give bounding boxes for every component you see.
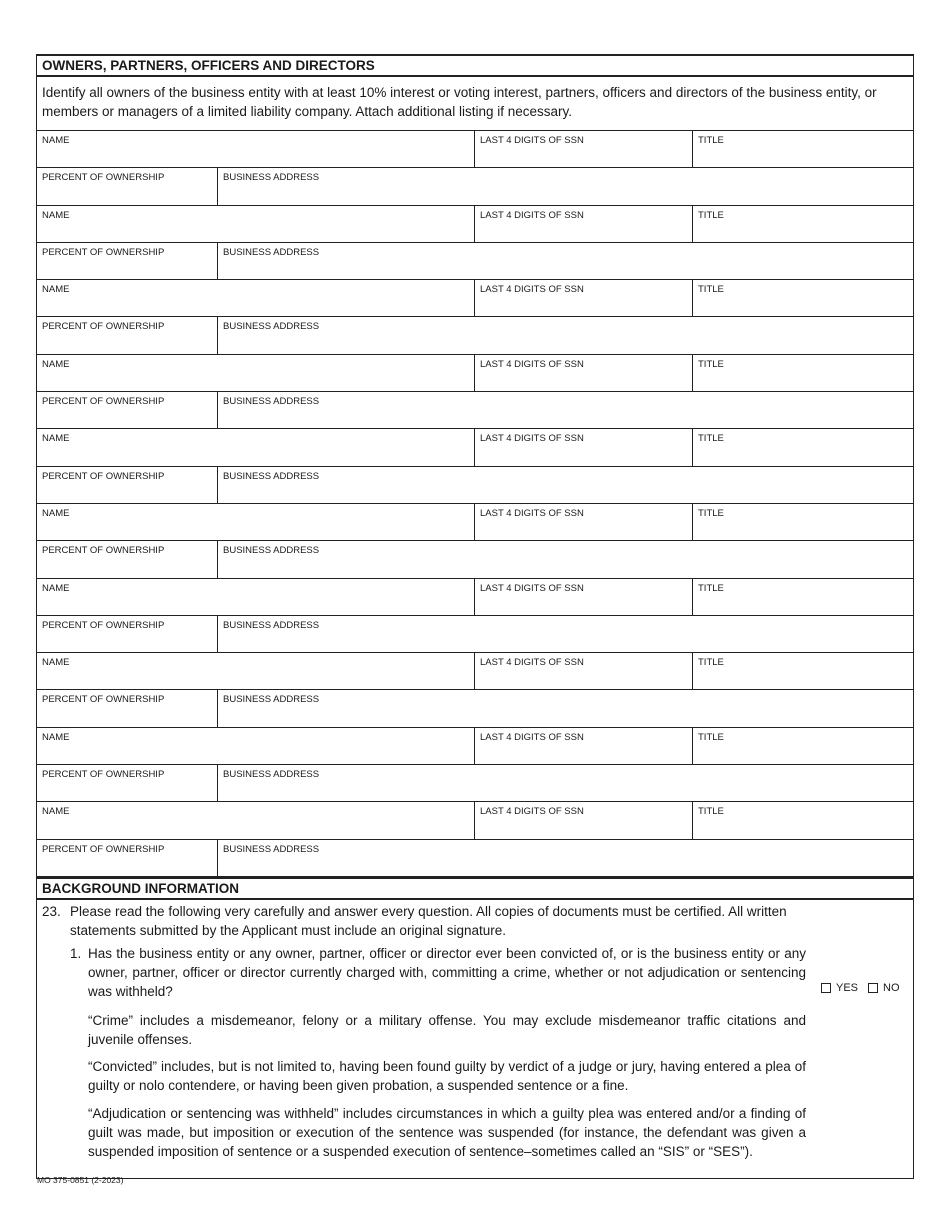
name-field[interactable] — [37, 802, 475, 838]
business-address-field[interactable] — [218, 541, 913, 577]
percent-label: PERCENT OF OWNERSHIP — [42, 769, 165, 781]
owner-row-ownership — [37, 840, 913, 877]
title-label: TITLE — [698, 433, 724, 445]
item-text: Has the business entity or any owner, partner, officer or director ever been convicted of, or is the business entity or any owner, partner, officer or director currently charged with, committing a crime, whether or not adjudication or sentencing was withheld? — [88, 945, 806, 999]
owner-row-identity — [37, 131, 913, 168]
name-label: NAME — [42, 731, 70, 743]
title-field[interactable] — [693, 131, 913, 167]
yes-checkbox[interactable] — [821, 983, 831, 993]
background-section — [37, 900, 913, 1179]
owner-row-ownership — [37, 616, 913, 653]
name-label: NAME — [42, 135, 70, 146]
ssn-field[interactable] — [475, 653, 693, 689]
percent-label: PERCENT OF OWNERSHIP — [42, 470, 165, 482]
no-label: NO — [883, 981, 900, 994]
percent-ownership-field[interactable] — [37, 690, 218, 726]
owner-row-ownership — [37, 765, 913, 802]
ssn-label: LAST 4 DIGITS OF SSN — [480, 731, 584, 743]
name-field[interactable] — [37, 653, 475, 689]
percent-ownership-field[interactable] — [37, 317, 218, 353]
title-field[interactable] — [693, 504, 913, 540]
percent-ownership-field[interactable] — [37, 467, 218, 503]
owner-row-identity — [37, 504, 913, 541]
address-label: BUSINESS ADDRESS — [223, 619, 320, 631]
title-label: TITLE — [698, 806, 724, 818]
title-label: TITLE — [698, 135, 724, 146]
ssn-field[interactable] — [475, 131, 693, 167]
percent-ownership-field[interactable] — [37, 541, 218, 577]
name-field[interactable] — [37, 131, 475, 167]
business-address-field[interactable] — [218, 317, 913, 353]
item-number: 1. — [70, 945, 82, 961]
yes-no-answer — [821, 982, 910, 994]
owner-row-identity — [37, 802, 913, 839]
title-field[interactable] — [693, 280, 913, 316]
address-label: BUSINESS ADDRESS — [223, 694, 320, 706]
owner-row-identity — [37, 728, 913, 765]
ssn-field[interactable] — [475, 206, 693, 242]
owner-row-ownership — [37, 467, 913, 504]
question-item-1 — [70, 944, 806, 1001]
title-label: TITLE — [698, 507, 724, 519]
address-label: BUSINESS ADDRESS — [223, 545, 320, 557]
name-label: NAME — [42, 507, 70, 519]
owners-section-heading: OWNERS, PARTNERS, OFFICERS AND DIRECTORS — [37, 54, 913, 77]
percent-label: PERCENT OF OWNERSHIP — [42, 619, 165, 631]
name-field[interactable] — [37, 728, 475, 764]
business-address-field[interactable] — [218, 690, 913, 726]
percent-label: PERCENT OF OWNERSHIP — [42, 545, 165, 557]
ssn-label: LAST 4 DIGITS OF SSN — [480, 358, 584, 370]
percent-label: PERCENT OF OWNERSHIP — [42, 396, 165, 408]
ssn-label: LAST 4 DIGITS OF SSN — [480, 507, 584, 519]
title-label: TITLE — [698, 582, 724, 594]
ssn-label: LAST 4 DIGITS OF SSN — [480, 284, 584, 296]
title-field[interactable] — [693, 653, 913, 689]
title-field[interactable] — [693, 802, 913, 838]
percent-label: PERCENT OF OWNERSHIP — [42, 172, 165, 184]
ssn-label: LAST 4 DIGITS OF SSN — [480, 209, 584, 221]
address-label: BUSINESS ADDRESS — [223, 246, 320, 258]
name-label: NAME — [42, 806, 70, 818]
owner-row-ownership — [37, 168, 913, 205]
ssn-field[interactable] — [475, 728, 693, 764]
name-field[interactable] — [37, 504, 475, 540]
definition-convicted: “Convicted” includes, but is not limited to, having been found guilty by verdict of a judge or jury, having entered a plea of guilty or nolo contendere, or having been given probation, a suspended sentence or a fine. — [88, 1058, 806, 1093]
owner-entries — [37, 131, 913, 877]
owner-row-identity — [37, 280, 913, 317]
ssn-label: LAST 4 DIGITS OF SSN — [480, 582, 584, 594]
question-23 — [42, 902, 806, 940]
name-field[interactable] — [37, 280, 475, 316]
name-field[interactable] — [37, 355, 475, 391]
form-number: MO 375-0851 (2-2023) — [37, 1175, 124, 1185]
name-label: NAME — [42, 582, 70, 594]
title-field[interactable] — [693, 355, 913, 391]
percent-ownership-field[interactable] — [37, 616, 218, 652]
percent-ownership-field[interactable] — [37, 765, 218, 801]
ssn-field[interactable] — [475, 579, 693, 615]
title-label: TITLE — [698, 731, 724, 743]
name-field[interactable] — [37, 206, 475, 242]
yes-label: YES — [836, 981, 859, 994]
no-checkbox[interactable] — [868, 983, 878, 993]
address-label: BUSINESS ADDRESS — [223, 843, 320, 855]
business-address-field[interactable] — [218, 765, 913, 801]
title-label: TITLE — [698, 358, 724, 370]
business-address-field[interactable] — [218, 168, 913, 204]
percent-ownership-field[interactable] — [37, 168, 218, 204]
question-text: Please read the following very carefully and answer every question. All copies of documents must be certified. All written statements submitted by the Applicant must include an original signature. — [70, 903, 787, 938]
name-label: NAME — [42, 284, 70, 296]
address-label: BUSINESS ADDRESS — [223, 470, 320, 482]
owner-row-identity — [37, 653, 913, 690]
owner-row-ownership — [37, 392, 913, 429]
question-number: 23. — [42, 903, 61, 919]
title-field[interactable] — [693, 728, 913, 764]
business-address-field[interactable] — [218, 392, 913, 428]
ssn-label: LAST 4 DIGITS OF SSN — [480, 135, 584, 146]
title-field[interactable] — [693, 579, 913, 615]
ssn-field[interactable] — [475, 280, 693, 316]
ssn-field[interactable] — [475, 504, 693, 540]
name-label: NAME — [42, 657, 70, 669]
percent-ownership-field[interactable] — [37, 840, 218, 876]
address-label: BUSINESS ADDRESS — [223, 172, 320, 184]
percent-label: PERCENT OF OWNERSHIP — [42, 321, 165, 333]
address-label: BUSINESS ADDRESS — [223, 396, 320, 408]
owner-row-identity — [37, 355, 913, 392]
percent-label: PERCENT OF OWNERSHIP — [42, 694, 165, 706]
title-field[interactable] — [693, 206, 913, 242]
percent-label: PERCENT OF OWNERSHIP — [42, 246, 165, 258]
ssn-label: LAST 4 DIGITS OF SSN — [480, 806, 584, 818]
name-label: NAME — [42, 209, 70, 221]
ssn-label: LAST 4 DIGITS OF SSN — [480, 657, 584, 669]
definition-crime: “Crime” includes a misdemeanor, felony or a military offense. You may exclude misdemeanor traffic citations and juvenile offenses. — [88, 1012, 806, 1047]
background-section-heading: BACKGROUND INFORMATION — [37, 877, 913, 900]
owners-instructions: Identify all owners of the business entity with at least 10% interest or voting interest, partners, officers and directors of the business entity, or members or managers of a limited liability company. Attach additional listing if necessary. — [37, 77, 913, 131]
business-address-field[interactable] — [218, 840, 913, 876]
owner-row-ownership — [37, 317, 913, 354]
owner-row-identity — [37, 579, 913, 616]
percent-ownership-field[interactable] — [37, 243, 218, 279]
address-label: BUSINESS ADDRESS — [223, 769, 320, 781]
name-label: NAME — [42, 433, 70, 445]
business-address-field[interactable] — [218, 616, 913, 652]
owner-row-identity — [37, 206, 913, 243]
definition-withheld: “Adjudication or sentencing was withheld” includes circumstances in which a guilty plea was entered and/or a finding of guilt was made, but imposition or execution of the sentence was suspended (for instance, the defendant was given a suspended imposition of sentence or a suspended execution of sentence–sometimes called an “SIS” or “SES”). — [88, 1105, 806, 1159]
owner-row-ownership — [37, 541, 913, 578]
name-label: NAME — [42, 358, 70, 370]
percent-label: PERCENT OF OWNERSHIP — [42, 843, 165, 855]
application-form — [36, 54, 914, 1179]
owner-row-identity — [37, 429, 913, 466]
percent-ownership-field[interactable] — [37, 392, 218, 428]
title-label: TITLE — [698, 209, 724, 221]
title-field[interactable] — [693, 429, 913, 465]
name-field[interactable] — [37, 579, 475, 615]
ssn-field[interactable] — [475, 802, 693, 838]
ssn-field[interactable] — [475, 355, 693, 391]
address-label: BUSINESS ADDRESS — [223, 321, 320, 333]
owner-row-ownership — [37, 690, 913, 727]
title-label: TITLE — [698, 657, 724, 669]
ssn-field[interactable] — [475, 429, 693, 465]
name-field[interactable] — [37, 429, 475, 465]
title-label: TITLE — [698, 284, 724, 296]
owner-row-ownership — [37, 243, 913, 280]
business-address-field[interactable] — [218, 243, 913, 279]
ssn-label: LAST 4 DIGITS OF SSN — [480, 433, 584, 445]
business-address-field[interactable] — [218, 467, 913, 503]
